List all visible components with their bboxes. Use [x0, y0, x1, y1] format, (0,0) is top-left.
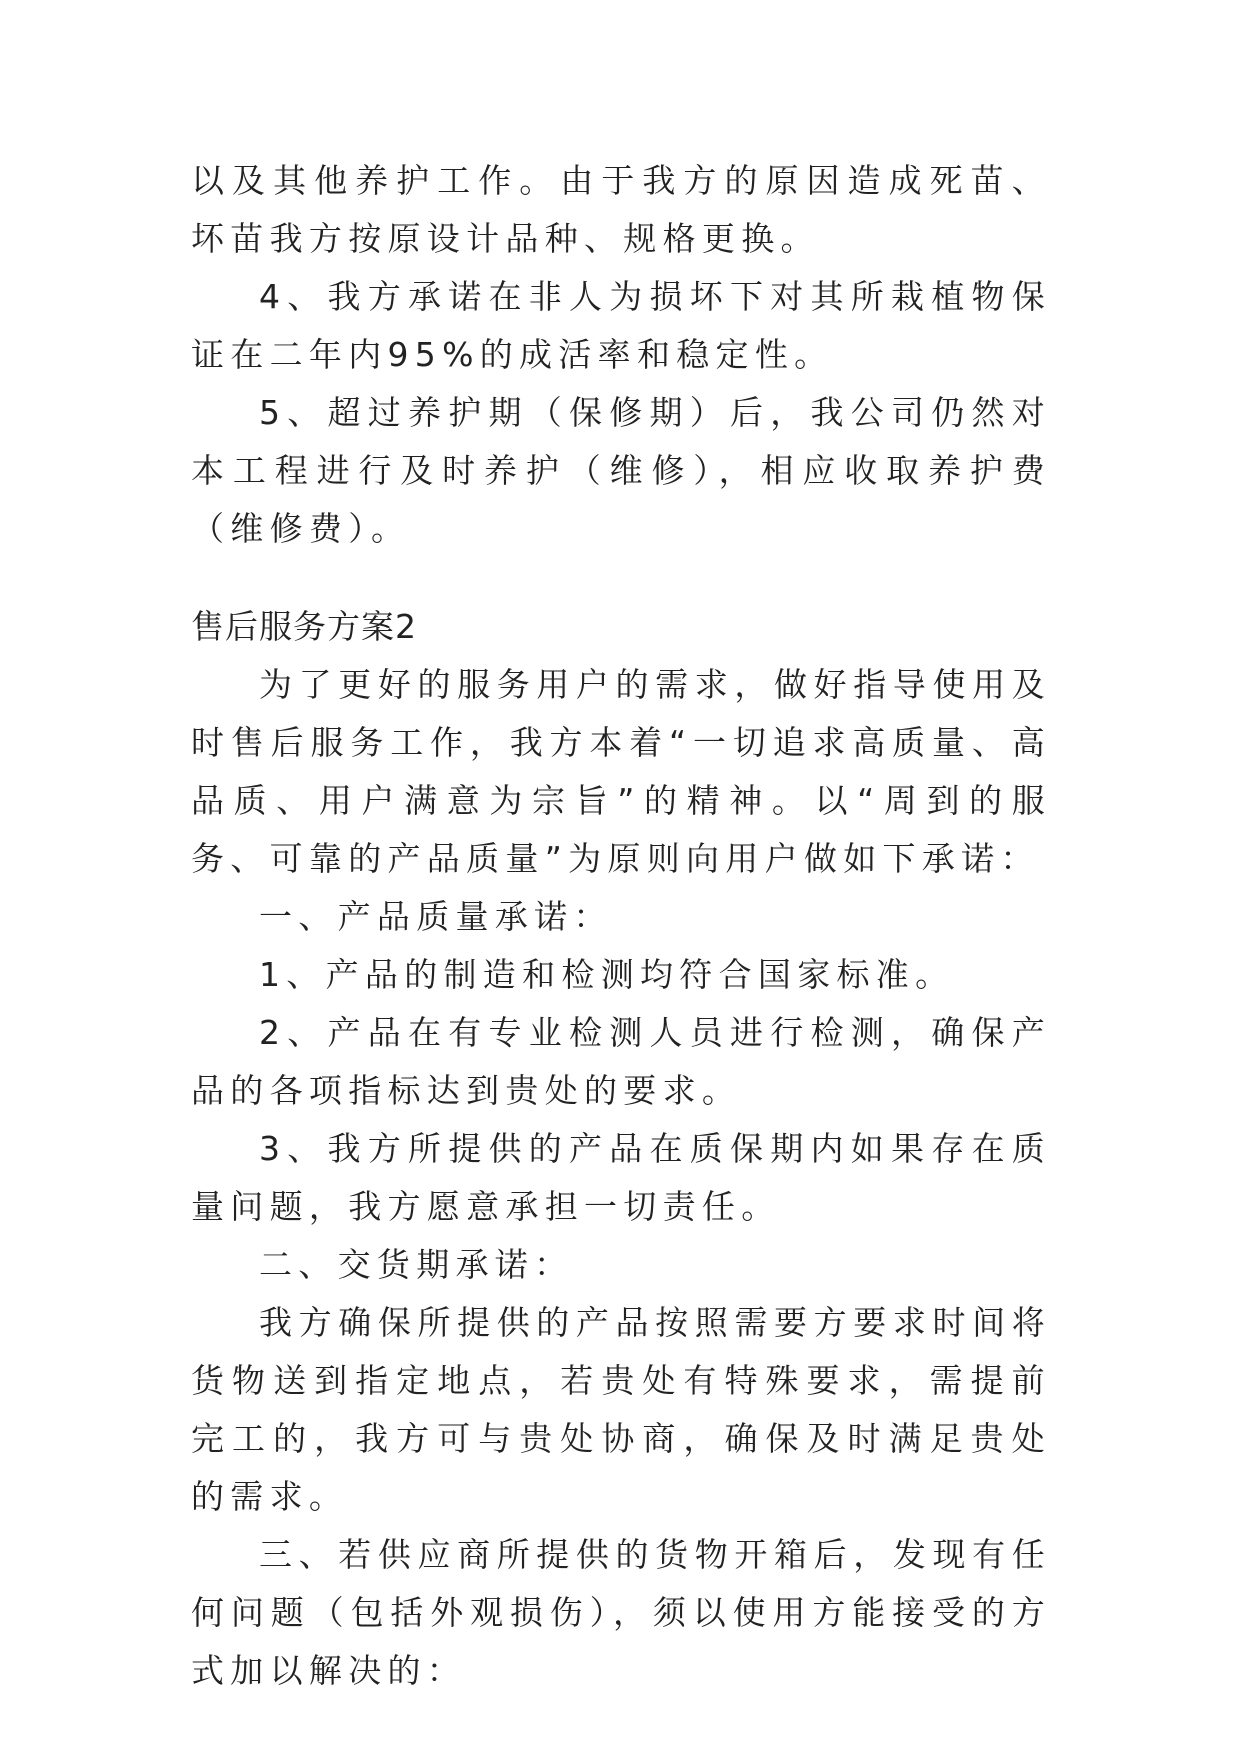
section-title: 售后服务方案2 — [191, 607, 417, 646]
paragraph-item-4: 4、我方承诺在非人为损坏下对其所栽植物保证在二年内95%的成活率和稳定性。 — [191, 277, 1051, 374]
paragraph-quality-2: 2、产品在有专业检测人员进行检测，确保产品的各项指标达到贵处的要求。 — [191, 1013, 1051, 1110]
paragraph-item-5: 5、超过养护期（保修期）后，我公司仍然对本工程进行及时养护（维修），相应收取养护费（维修费）。 — [191, 393, 1051, 548]
paragraph-delivery: 我方确保所提供的产品按照需要方要求时间将货物送到指定地点，若贵处有特殊要求，需提前完工的，我方可与贵处协商，确保及时满足贵处的需求。 — [191, 1303, 1051, 1516]
document-body — [191, 152, 1051, 1700]
paragraph-continuation: 以及其他养护工作。由于我方的原因造成死苗、坏苗我方按原设计品种、规格更换。 — [191, 161, 1051, 258]
paragraph-intro: 为了更好的服务用户的需求，做好指导使用及时售后服务工作，我方本着“一切追求高质量、高品质、用户满意为宗旨”的精神。以“周到的服务、可靠的产品质量”为原则向用户做如下承诺： — [191, 665, 1051, 878]
heading-quality-commitment: 一、产品质量承诺： — [259, 897, 613, 936]
heading-delivery-commitment: 二、交货期承诺： — [259, 1245, 574, 1284]
paragraph-quality-3: 3、我方所提供的产品在质保期内如果存在质量问题，我方愿意承担一切责任。 — [191, 1129, 1051, 1226]
paragraph-item-three: 三、若供应商所提供的货物开箱后，发现有任何问题（包括外观损伤），须以使用方能接受的方式加以解决的： — [191, 1535, 1051, 1690]
paragraph-quality-1: 1、产品的制造和检测均符合国家标准。 — [259, 955, 955, 994]
